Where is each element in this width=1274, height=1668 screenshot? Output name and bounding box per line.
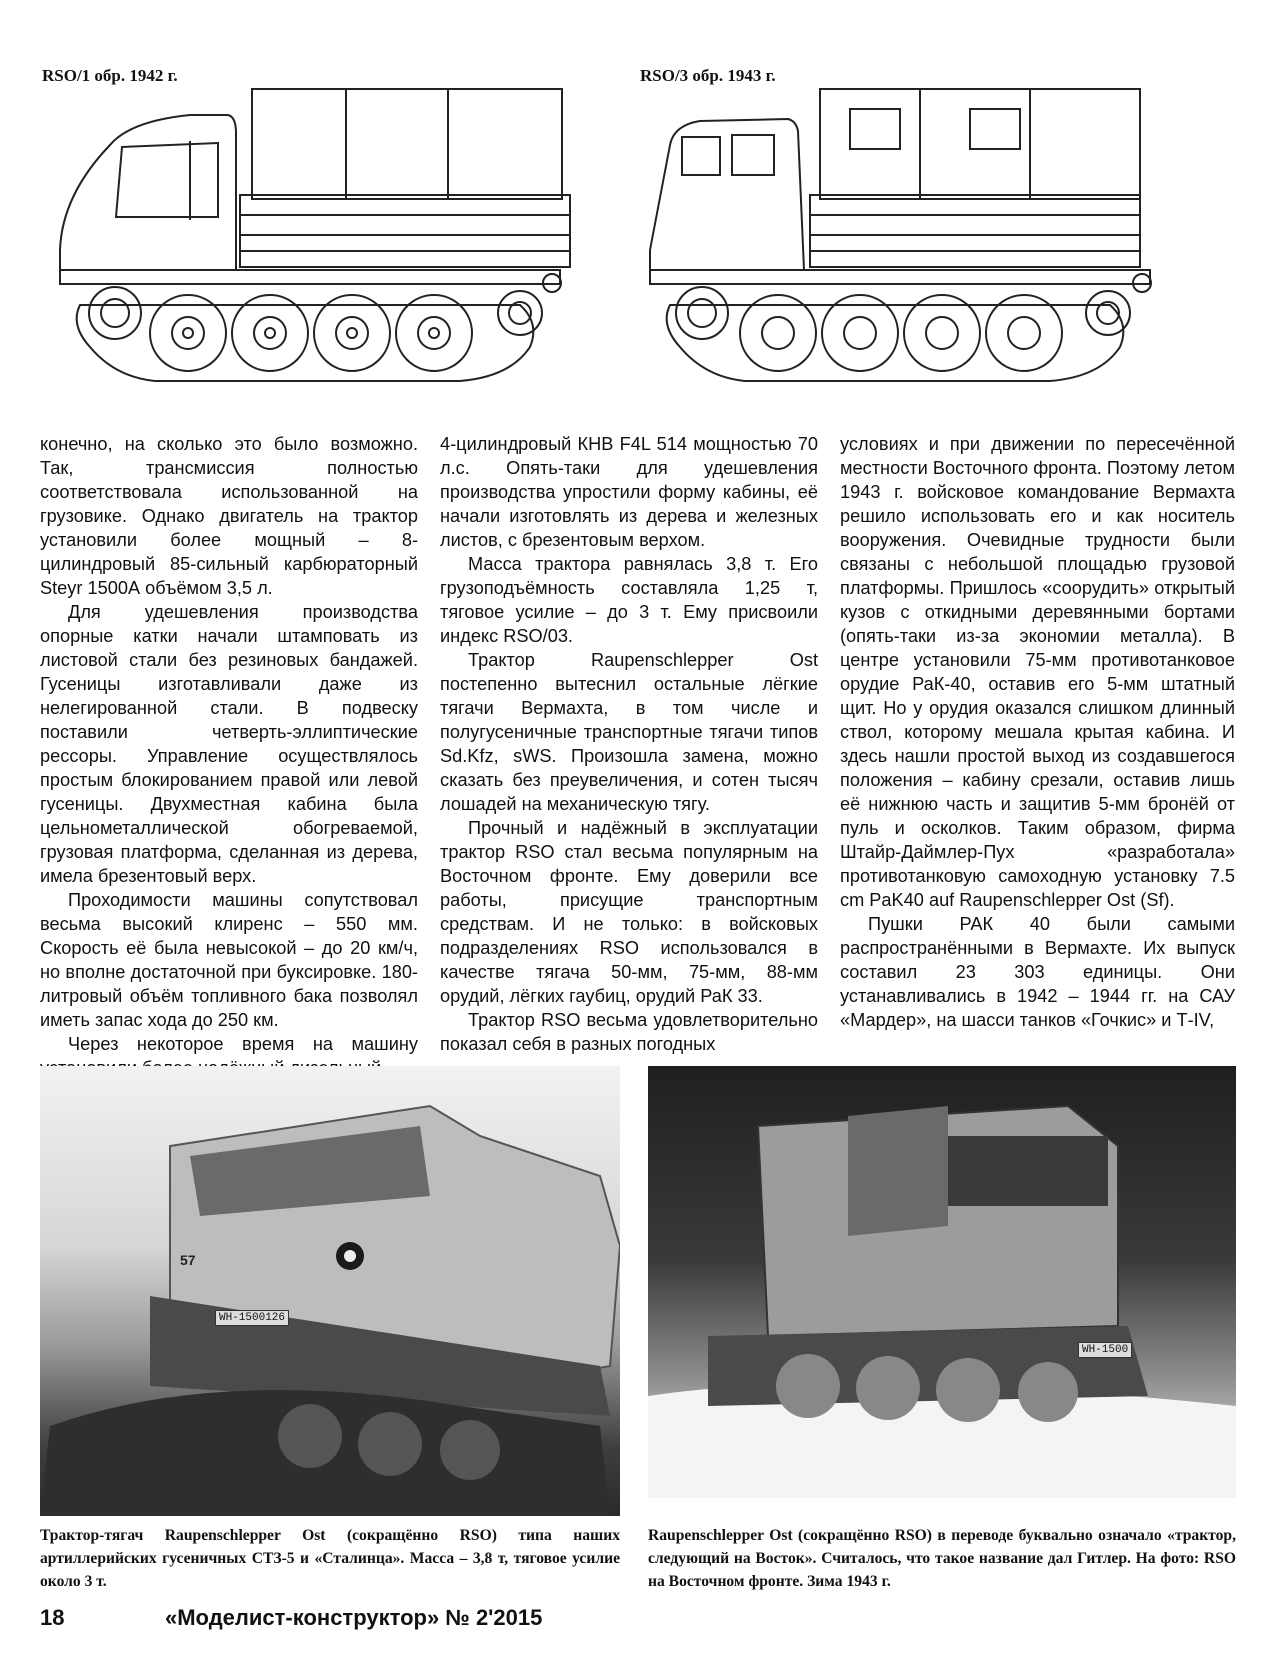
page-number: 18 [40,1605,65,1630]
paragraph: Пушки РАК 40 были самыми распространёнными в Вермахте. Их выпуск составил 23 303 единицы. Они устанавливались в 1942 – 1944 гг. на САУ «Мардер», на шасси танков «Гочкис» и Т-IV, [840,914,1235,1030]
license-plate: WH-1500 [1078,1342,1132,1358]
paragraph: Прочный и надёжный в эксплуатации трактор RSO стал весьма популярным на Восточном фронте. Ему доверили все работы, присущие транспортным средствам. И не только: в войсковых подразделениях RSO использовался в качестве тягача 50-мм, 75-мм, 88-мм орудий, лёгких гаубиц, орудий РаК 33. [440,818,818,1006]
text-column-2 [440,432,818,1056]
paragraph: условиях и при движении по пересечённой местности Восточного фронта. Поэтому летом 1943 г. войсковое командование Вермахта решило использовать его и как носитель вооружения. Очевидные трудности были связаны с небольшой площадью грузовой платформы. Пришлось «соорудить» открытый кузов с откидными деревянными бортами (опять-таки из-за экономии металла). В центре установили 75-мм противотанковое орудие РаК-40, оставив его 5-мм штатный щит. Но у орудия оказался слишком длинный ствол, которому мешала крытая кабина. И здесь нашли простой выход из создавшегося положения – кабину срезали, оставив лишь её нижнюю часть и защитив 5-мм бронёй от пуль и осколков. Таким образом, фирма Штайр-Даймлер-Пух «разработала» противотанковую самоходную установку 7.5 cm PaK40 auf Raupenschlepper Ost (Sf). [840,434,1235,910]
photo-rso-tractor-front [40,1066,620,1516]
drawing-label-rso1: RSO/1 обр. 1942 г. [42,66,178,85]
paragraph: Через некоторое время на машину [68,1034,418,1054]
paragraph: Трактор RSO весьма удовлетворительно показал себя в разных погодных [440,1010,818,1054]
photo-rso-eastern-front-winter-illustration [648,1066,1236,1498]
caption-photo-2: Raupenschlepper Ost (сокращённо RSO) в переводе буквально означало «трактор, следующий на Восток». Считалось, что такое название дал Гитлер. На фото: RSO на Восточном фронте. Зима 1943 г. [648,1527,1236,1590]
paragraph: Проходимости машины сопутствовал весьма высокий клиренс – 550 мм. Скорость её была невысокой – до 20 км/ч, но вполне достаточной при буксировке. 180-литровый объём топливного бака позволял иметь запас хода до 250 км. [40,890,418,1030]
paragraph: конечно, на сколько это было возможно. Так, трансмиссия полностью соответствовала использованной на грузовике. Однако двигатель на трактор установили более мощный – 8-цилиндровый 85-сильный карбюраторный Steyr 1500А объёмом 3,5 л. [40,434,418,598]
vehicle-number: 57 [180,1252,196,1268]
paragraph: 4-цилиндровый КНВ F4L 514 мощностью 70 л.с. Опять-таки для удешевления производства упростили форму кабины, её начали изготовлять из дерева и железных листов, с брезентовым верхом. [440,434,818,550]
rso1-side-drawing [40,85,600,405]
photo-rso-tractor-front-illustration [40,1066,620,1516]
text-column-3 [840,432,1235,1032]
magazine-title: «Моделист-конструктор» № 2'2015 [165,1605,543,1630]
rso3-side-drawing [640,85,1200,405]
caption-photo-1: Трактор-тягач Raupenschlepper Ost (сокращённо RSO) типа наших артиллерийских гусеничных СТЗ-5 и «Сталинца». Масса – 3,8 т, тяговое усилие около 3 т. [40,1527,620,1590]
photo-rso-eastern-front-winter [648,1066,1236,1498]
paragraph: Для удешевления производства опорные катки начали штамповать из листовой стали без резиновых бандажей. Гусеницы изготавливали даже из нелегированной стали. В подвеску поставили четверть-эллиптические рессоры. Управление осуществлялось простым блокированием правой или левой гусеницы. Двухместная кабина была цельнометаллической обогреваемой, грузовая платформа, сделанная из дерева, имела брезентовый верх. [40,602,418,886]
paragraph: Трактор Raupenschlepper Ost постепенно вытеснил остальные лёгкие тягачи Вермахта, в том числе и полугусеничные транспортные тягачи типов Sd.Kfz, sWS. Произошла замена, можно сказать без преувеличения, и сотен тысяч лошадей на механическую тягу. [440,650,818,814]
drawing-label-rso3: RSO/3 обр. 1943 г. [640,66,776,85]
license-plate: WH-1500126 [215,1310,289,1326]
text-column-1 [40,432,418,1080]
paragraph: Масса трактора равнялась 3,8 т. Его грузоподъёмность составляла 1,25 т, тяговое усилие – до 3 т. Ему присвоили индекс RSO/03. [440,554,818,646]
